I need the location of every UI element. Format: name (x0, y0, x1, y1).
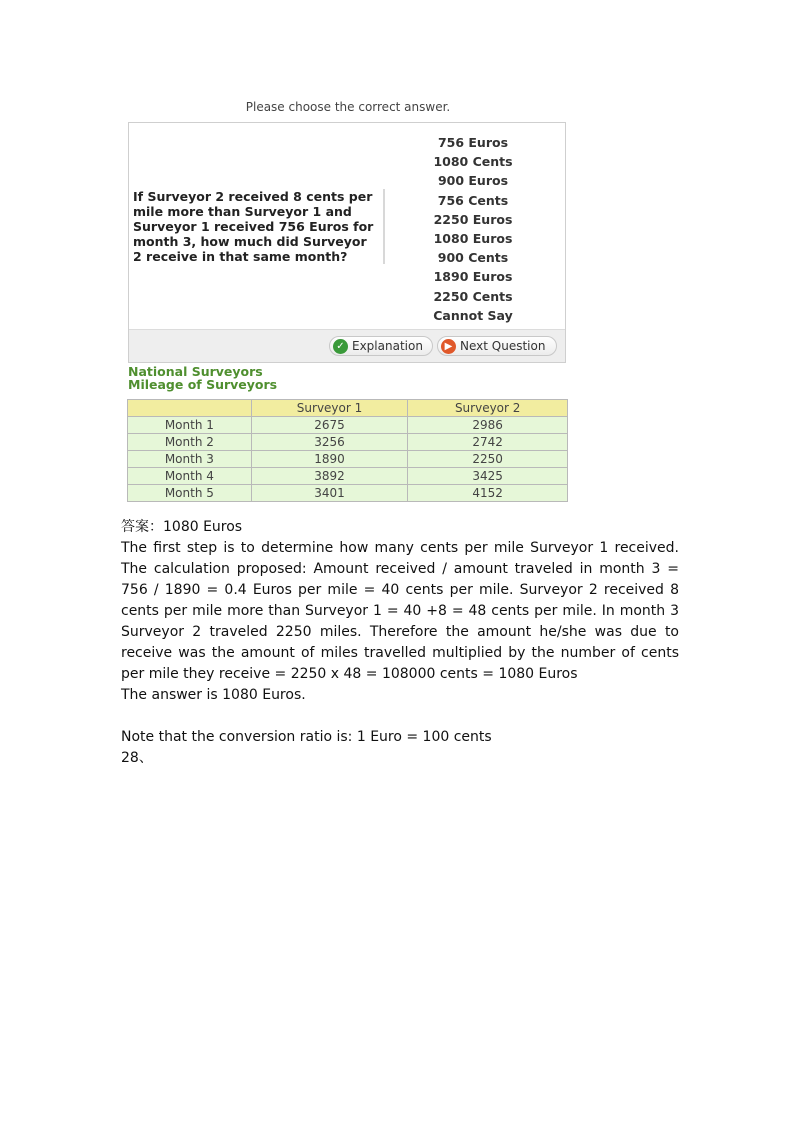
surveyor-2-cell: 3425 (408, 468, 568, 485)
option-756-cents[interactable]: 756 Cents (437, 192, 509, 208)
next-question-button-label: Next Question (460, 339, 546, 353)
question-text: If Surveyor 2 received 8 cents per mile more than Surveyor 1 and Surveyor 1 received 756 Euros for month 3, how much did Surveyor 2 receive in that same month? (133, 189, 385, 264)
month-cell: Month 3 (128, 451, 252, 468)
answer-section (121, 517, 679, 769)
table-row (128, 468, 568, 485)
option-1890-euros[interactable]: 1890 Euros (433, 269, 513, 285)
surveyor-2-cell: 2742 (408, 434, 568, 451)
option-900-euros[interactable]: 900 Euros (437, 173, 509, 189)
table-row (128, 417, 568, 434)
explanation-button-label: Explanation (352, 339, 423, 353)
option-1080-cents[interactable]: 1080 Cents (433, 154, 513, 170)
month-cell: Month 1 (128, 417, 252, 434)
explanation-button[interactable] (329, 336, 433, 356)
check-icon: ✓ (333, 339, 348, 354)
option-cannot-say[interactable]: Cannot Say (433, 307, 513, 323)
instruction-text: Please choose the correct answer. (245, 100, 451, 114)
answer-line: 答案：1080 Euros (121, 519, 243, 535)
table-title-line1: National Surveyors (128, 364, 263, 379)
mileage-table (127, 399, 568, 502)
table-row (128, 451, 568, 468)
table-row (128, 485, 568, 502)
play-arrow-icon: ▶ (441, 339, 456, 354)
surveyor-1-cell: 1890 (251, 451, 408, 468)
table-title-line2: Mileage of Surveyors (128, 377, 278, 392)
month-cell: Month 5 (128, 485, 252, 502)
header-surveyor-1: Surveyor 1 (251, 400, 408, 417)
option-2250-euros[interactable]: 2250 Euros (433, 211, 513, 227)
surveyor-2-cell: 2250 (408, 451, 568, 468)
header-empty (128, 400, 252, 417)
option-1080-euros[interactable]: 1080 Euros (433, 231, 513, 247)
surveyor-2-cell: 2986 (408, 417, 568, 434)
button-bar (129, 329, 565, 362)
surveyor-1-cell: 2675 (251, 417, 408, 434)
quiz-panel (128, 122, 566, 363)
conversion-note: Note that the conversion ratio is: 1 Euro = 100 cents (121, 729, 492, 745)
header-surveyor-2: Surveyor 2 (408, 400, 568, 417)
surveyor-1-cell: 3401 (251, 485, 408, 502)
answer-options (431, 133, 515, 325)
option-756-euros[interactable]: 756 Euros (437, 135, 509, 150)
surveyor-1-cell: 3892 (251, 468, 408, 485)
month-cell: Month 4 (128, 468, 252, 485)
surveyor-1-cell: 3256 (251, 434, 408, 451)
option-900-cents[interactable]: 900 Cents (437, 250, 509, 266)
table-header-row (128, 400, 568, 417)
option-2250-cents[interactable]: 2250 Cents (433, 288, 513, 304)
surveyor-2-cell: 4152 (408, 485, 568, 502)
next-question-number: 28、 (121, 750, 153, 766)
answer-explanation: The first step is to determine how many cents per mile Surveyor 1 received. The calculation proposed: Amount received / amount traveled in month 3 = 756 / 1890 = 0.4 Euros per mile = 40 cents per mile. Surveyor 2 received 8 cents per mile more than Surveyor 1 = 40 +8 = 48 cents per mile. In month 3 Surveyor 2 traveled 2250 miles. Therefore the amount he/she was due to receive was the amount of miles travelled multiplied by the number of cents per mile they receive = 2250 x 48 = 108000 cents = 1080 Euros (121, 540, 679, 682)
next-question-button[interactable] (437, 336, 557, 356)
month-cell: Month 2 (128, 434, 252, 451)
blank-line (121, 706, 679, 727)
answer-conclusion: The answer is 1080 Euros. (121, 687, 306, 703)
table-row (128, 434, 568, 451)
table-title (128, 365, 277, 391)
